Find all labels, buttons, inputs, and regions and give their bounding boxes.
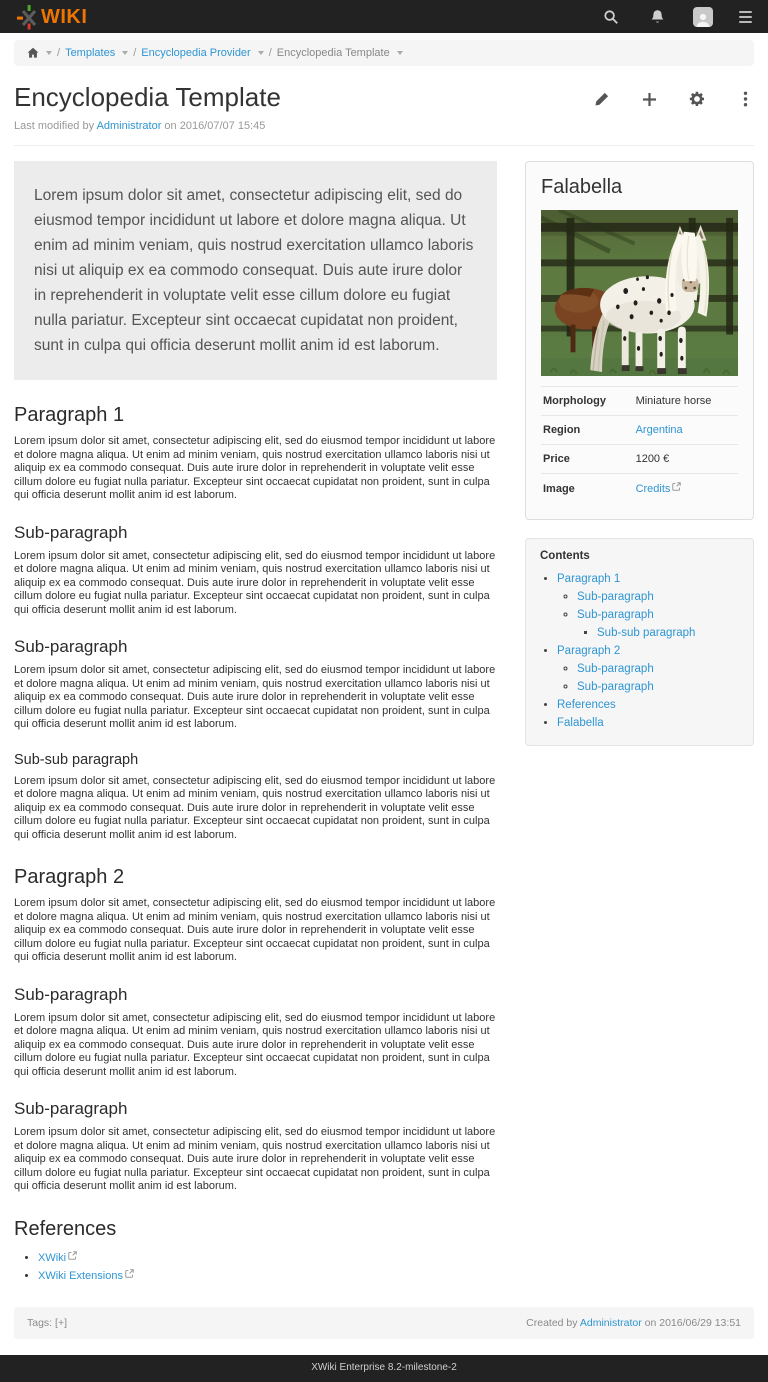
toc-link-sub-paragraph[interactable]: Sub-paragraph [577, 663, 654, 675]
document-actions [592, 82, 754, 108]
region-argentina-link[interactable]: Argentina [635, 424, 683, 436]
toc-link-sub-paragraph[interactable]: Sub-paragraph [577, 609, 654, 621]
modified-by-user-link[interactable]: Administrator [96, 120, 162, 132]
home-icon[interactable] [26, 47, 39, 60]
toc-link-paragraph-2[interactable]: Paragraph 2 [557, 645, 621, 657]
header-divider [14, 145, 754, 146]
title-row [14, 82, 754, 113]
list-item [577, 588, 739, 606]
list-item [597, 624, 739, 642]
list-item [577, 606, 739, 642]
contents-panel [525, 538, 754, 746]
list-item [557, 570, 739, 642]
breadcrumb: / Templates / Encyclopedia Provider / Encyclopedia Template [14, 40, 754, 66]
section-body: Lorem ipsum dolor sit amet, consectetur adipiscing elit, sed do eiusmod tempor incididunt ut labore et dolore magna aliqua. Ut enim ad minim veniam, quis nostrud exercitation ullamco laboris nisi ut aliquip ex ea commodo consequat. Duis aute irure dolor in reprehenderit in voluptate velit esse cillum dolore eu fugiat nulla pariatur. Excepteur sint occaecat cupidatat non proident, sunt in culpa qui officia deserunt mollit anim id est laborum. [14, 664, 496, 730]
table-row [541, 445, 738, 474]
reference-link-xwiki-extensions[interactable]: XWiki Extensions [38, 1269, 123, 1282]
content-columns [14, 161, 754, 1285]
page-title: Encyclopedia Template [14, 82, 281, 112]
image-credits-link[interactable]: Credits [635, 483, 671, 495]
references-heading: References [14, 1217, 117, 1240]
toc-link-sub-paragraph[interactable]: Sub-paragraph [577, 681, 654, 693]
more-kebab-icon[interactable] [736, 90, 754, 108]
infobox-row-label: Price [543, 453, 570, 465]
section-body: Lorem ipsum dolor sit amet, consectetur adipiscing elit, sed do eiusmod tempor incididunt ut labore et dolore magna aliqua. Ut enim ad minim veniam, quis nostrud exercitation ullamco laboris nisi ut aliquip ex ea commodo consequat. Duis aute irure dolor in reprehenderit in voluptate velit esse cillum dolore eu fugiat nulla pariatur. Excepteur sint occaecat cupidatat non proident, sunt in culpa qui officia deserunt mollit anim id est laborum. [14, 1126, 496, 1192]
reference-link-xwiki[interactable]: XWiki [38, 1251, 67, 1264]
infobox-row-label: Region [543, 424, 581, 436]
top-navigation-bar [0, 0, 768, 33]
section-body: Lorem ipsum dolor sit amet, consectetur adipiscing elit, sed do eiusmod tempor incididunt ut labore et dolore magna aliqua. Ut enim ad minim veniam, quis nostrud exercitation ullamco laboris nisi ut aliquip ex ea commodo consequat. Duis aute irure dolor in reprehenderit in voluptate velit esse cillum dolore eu fugiat nulla pariatur. Excepteur sint occaecat cupidatat non proident, sunt in culpa qui officia deserunt mollit anim id est laborum. [14, 1011, 496, 1078]
list-item [557, 714, 739, 732]
list-item [38, 1249, 497, 1267]
falabella-horse-photo [541, 210, 738, 376]
list-item [577, 678, 739, 696]
breadcrumb-caret-icon[interactable] [397, 51, 403, 55]
list-item [38, 1267, 497, 1285]
section-body: Lorem ipsum dolor sit amet, consectetur adipiscing elit, sed do eiusmod tempor incididunt ut labore et dolore magna aliqua. Ut enim ad minim veniam, quis nostrud exercitation ullamco laboris nisi ut aliquip ex ea commodo consequat. Duis aute irure dolor in reprehenderit in voluptate velit esse cillum dolore eu fugiat nulla pariatur. Excepteur sint occaecat cupidatat non proident, sunt in culpa qui officia deserunt mollit anim id est laborum. [14, 549, 496, 616]
search-icon[interactable] [601, 7, 621, 27]
section-heading-sub-paragraph: Sub-paragraph [14, 637, 128, 656]
table-row [541, 474, 738, 504]
list-item [557, 642, 739, 696]
contents-panel-title: Contents [540, 550, 590, 562]
external-link-icon [672, 482, 681, 494]
toc-link-paragraph-1[interactable]: Paragraph 1 [557, 573, 621, 585]
toc-link-falabella[interactable]: Falabella [557, 717, 604, 729]
version-text: XWiki Enterprise 8.2-milestone-2 [311, 1361, 457, 1373]
breadcrumb-link-templates[interactable]: Templates [65, 47, 116, 59]
external-link-icon [68, 1251, 77, 1263]
infobox-row-value [634, 474, 738, 504]
section-body: Lorem ipsum dolor sit amet, consectetur adipiscing elit, sed do eiusmod tempor incididunt ut labore et dolore magna aliqua. Ut enim ad minim veniam, quis nostrud exercitation ullamco laboris nisi ut aliquip ex ea commodo consequat. Duis aute irure dolor in reprehenderit in voluptate velit esse cillum dolore eu fugiat nulla pariatur. Excepteur sint occaecat cupidatat non proident, sunt in culpa qui officia deserunt mollit anim id est laborum. [14, 897, 496, 963]
tags-line: Tags: [+] [27, 1316, 67, 1329]
add-tag-button[interactable]: [+] [55, 1316, 67, 1329]
infobox-title: Falabella [541, 176, 623, 198]
infobox-panel-falabella [525, 161, 754, 520]
references-list [38, 1249, 497, 1285]
edit-pencil-icon[interactable] [592, 90, 610, 108]
xwiki-logo-word: WIKI [41, 5, 88, 28]
section-body: Lorem ipsum dolor sit amet, consectetur adipiscing elit, sed do eiusmod tempor incididunt ut labore et dolore magna aliqua. Ut enim ad minim veniam, quis nostrud exercitation ullamco laboris nisi ut aliquip ex ea commodo consequat. Duis aute irure dolor in reprehenderit in voluptate velit esse cillum dolore eu fugiat nulla pariatur. Excepteur sint occaecat cupidatat non proident, sunt in culpa qui officia deserunt mollit anim id est laborum. [14, 435, 496, 501]
created-by-user-link[interactable]: Administrator [579, 1316, 642, 1329]
infobox-table [541, 386, 738, 503]
section-heading-sub-paragraph: Sub-paragraph [14, 984, 128, 1004]
infobox-row-label: Morphology [543, 395, 606, 407]
xwiki-logo-icon [16, 4, 42, 30]
list-item [557, 696, 739, 714]
bell-icon[interactable] [647, 7, 667, 27]
infobox-row-value [634, 416, 738, 445]
toc-list [557, 570, 739, 732]
table-row [541, 387, 738, 416]
main-content [14, 161, 497, 1285]
breadcrumb-caret-icon[interactable] [122, 51, 128, 55]
section-heading-sub-paragraph: Sub-paragraph [14, 1099, 128, 1118]
document-footer [14, 1307, 754, 1339]
last-modified-line: Last modified by Administrator on 2016/07/07 15:45 [14, 120, 266, 132]
table-row [541, 416, 738, 445]
created-line: Created by Administrator on 2016/06/29 13:51 [526, 1316, 741, 1329]
toc-link-references[interactable]: References [557, 699, 616, 711]
toc-link-sub-paragraph[interactable]: Sub-paragraph [577, 591, 654, 603]
avatar[interactable] [693, 7, 713, 27]
toc-link-sub-sub-paragraph[interactable]: Sub-sub paragraph [597, 627, 696, 639]
infobox-row-value: 1200 € [635, 453, 670, 465]
infobox-row-label: Image [543, 482, 575, 495]
home-caret-icon[interactable] [46, 51, 52, 55]
section-heading-paragraph-1: Paragraph 1 [14, 404, 125, 426]
breadcrumb-current: Encyclopedia Template [276, 47, 390, 59]
section-heading-paragraph-2: Paragraph 2 [14, 866, 125, 888]
section-heading-sub-paragraph: Sub-paragraph [14, 522, 128, 542]
xwiki-logo[interactable] [16, 4, 87, 30]
section-body: Lorem ipsum dolor sit amet, consectetur adipiscing elit, sed do eiusmod tempor incididunt ut labore et dolore magna aliqua. Ut enim ad minim veniam, quis nostrud exercitation ullamco laboris nisi ut aliquip ex ea commodo consequat. Duis aute irure dolor in reprehenderit in voluptate velit esse cillum dolore eu fugiat nulla pariatur. Excepteur sint occaecat cupidatat non proident, sunt in culpa qui officia deserunt mollit anim id est laborum. [14, 774, 496, 841]
infobox-row-value: Miniature horse [635, 395, 712, 407]
add-plus-icon[interactable] [640, 90, 658, 108]
list-item [577, 660, 739, 678]
external-link-icon [125, 1269, 134, 1281]
topbar-actions [601, 7, 752, 27]
breadcrumb-link-encyclopedia-provider[interactable]: Encyclopedia Provider [141, 47, 251, 59]
page-container [14, 33, 754, 1339]
settings-gear-icon[interactable] [688, 90, 706, 108]
right-sidebar [525, 161, 754, 1285]
version-bar [0, 1355, 768, 1382]
menu-icon[interactable] [739, 11, 752, 23]
lead-paragraph: Lorem ipsum dolor sit amet, consectetur adipiscing elit, sed do eiusmod tempor incididunt ut labore et dolore magna aliqua. Ut enim ad minim veniam, quis nostrud exercitation ullamco laboris nisi ut aliquip ex ea commodo consequat. Duis aute irure dolor in reprehenderit in voluptate velit esse cillum dolore eu fugiat nulla pariatur. Excepteur sint occaecat cupidatat non proident, sunt in culpa qui officia deserunt mollit anim id est laborum. [14, 161, 497, 380]
section-heading-sub-sub-paragraph: Sub-sub paragraph [14, 751, 139, 768]
breadcrumb-caret-icon[interactable] [258, 51, 264, 55]
